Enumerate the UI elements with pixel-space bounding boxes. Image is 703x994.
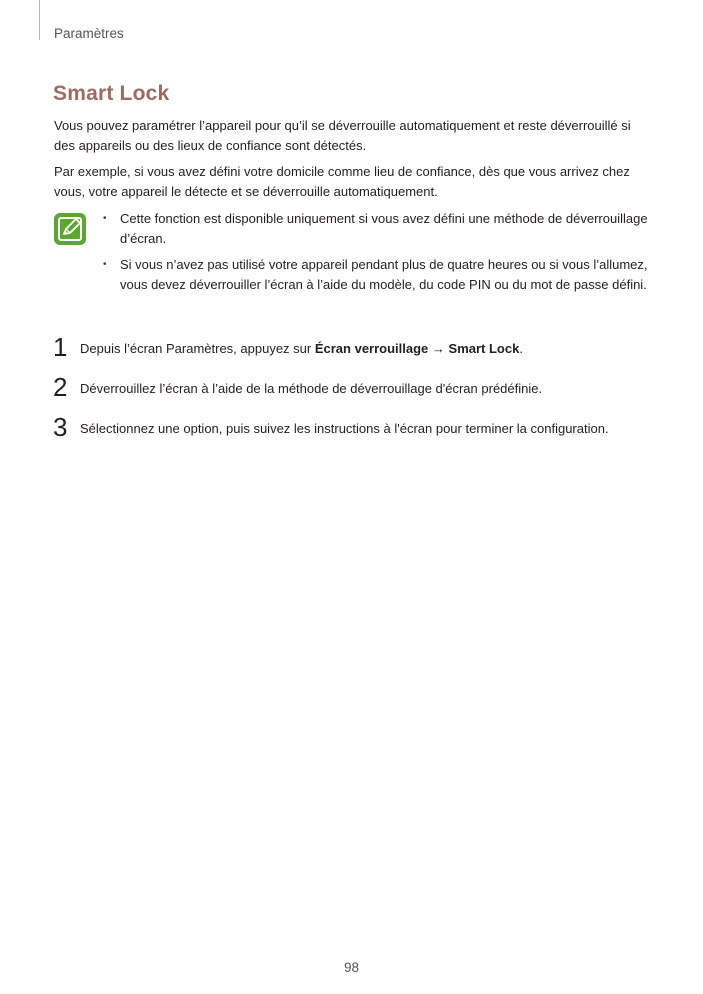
intro-paragraph: Vous pouvez paramétrer l’appareil pour qu’il se déverrouille automatiquement et reste déverrouillé si des appareils ou des lieux de confiance sont détectés. — [54, 118, 631, 153]
step-item — [53, 412, 663, 444]
step-text-part: . — [519, 341, 523, 356]
step-text-part: Depuis l’écran Paramètres, appuyez sur — [80, 341, 315, 356]
menu-path-smart-lock: Smart Lock — [448, 341, 520, 356]
page-number: 98 — [343, 960, 360, 975]
step-item — [53, 332, 663, 364]
step-text: Sélectionnez une option, puis suivez les instructions à l'écran pour terminer la configuration. — [80, 421, 609, 436]
note-bullet-item — [103, 209, 648, 249]
note-bullet-item — [103, 255, 648, 295]
section-title: Smart Lock — [53, 82, 170, 105]
step-number: 3 — [53, 412, 68, 442]
step-number: 2 — [53, 372, 68, 402]
header-rule — [39, 0, 40, 40]
step-text: Déverrouillez l’écran à l’aide de la méthode de déverrouillage d'écran prédéfinie. — [80, 381, 543, 396]
step-item — [53, 372, 663, 404]
note-pencil-icon — [53, 212, 87, 246]
example-paragraph: Par exemple, si vous avez défini votre domicile comme lieu de confiance, dès que vous arrivez chez vous, votre appareil le détecte et se déverrouille automatiquement. — [54, 164, 630, 199]
step-number: 1 — [53, 332, 68, 362]
note-bullet-text: Si vous n’avez pas utilisé votre appareil pendant plus de quatre heures ou si vous l’allumez, vous devez déverrouiller l’écran à l’aide du modèle, du code PIN ou du mot de passe défini. — [120, 257, 648, 292]
arrow-glyph: → — [428, 341, 449, 356]
note-bullet-text: Cette fonction est disponible uniquement si vous avez défini une méthode de déverrouillage d’écran. — [120, 211, 648, 246]
header-section-label: Paramètres — [54, 26, 124, 41]
bullet-dot: • — [103, 259, 107, 270]
step-text — [80, 340, 523, 358]
menu-path-screen-lock: Écran verrouillage — [314, 341, 429, 356]
bullet-dot: • — [103, 213, 107, 224]
